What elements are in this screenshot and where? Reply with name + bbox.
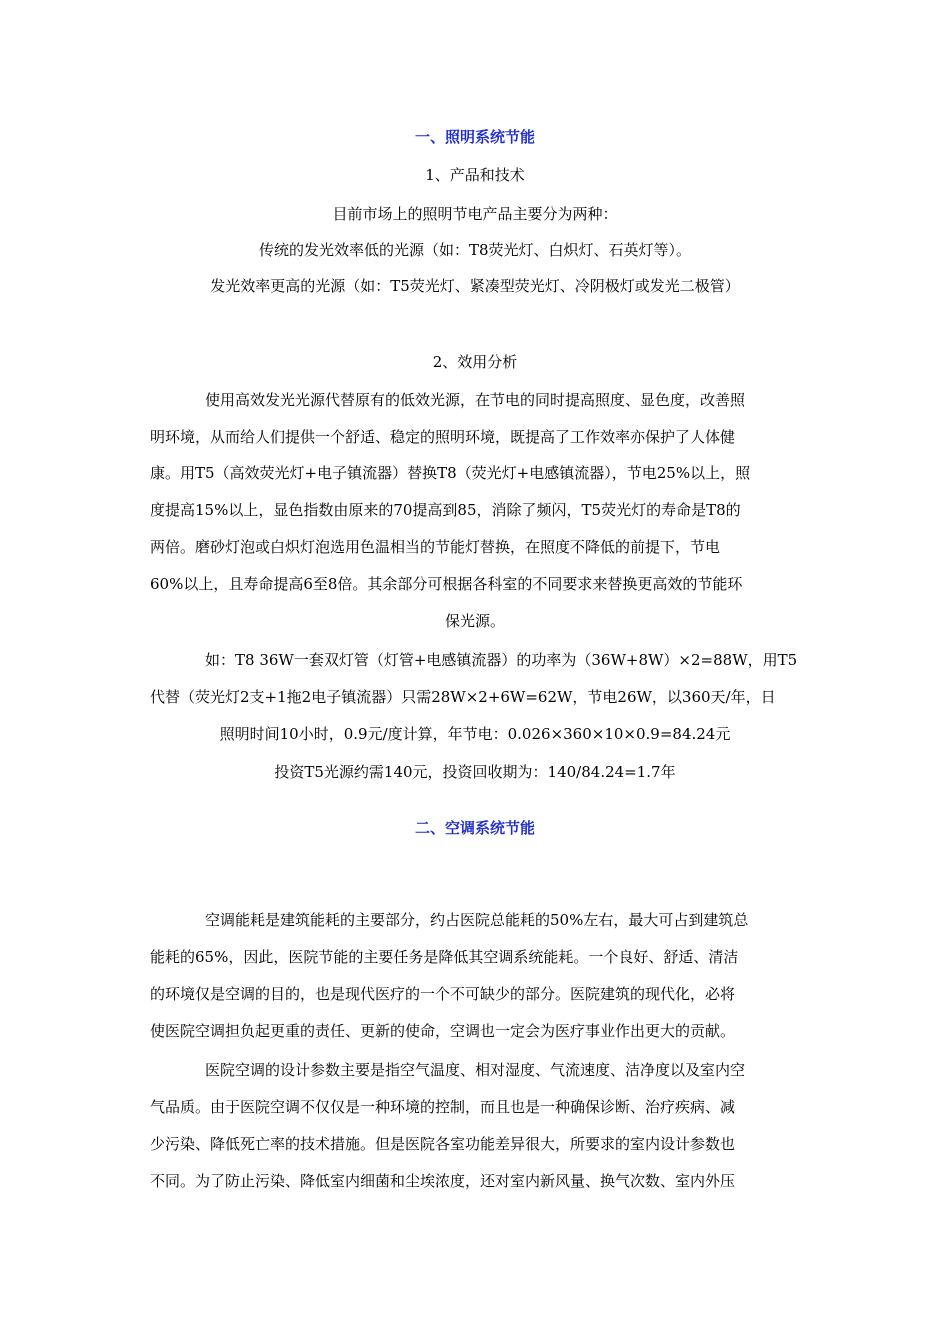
paragraph-line: 明环境，从而给人们提供一个舒适、稳定的照明环境，既提高了工作效率亦保护了人体健 — [150, 428, 736, 446]
subheading-analysis: 2、效用分析 — [432, 353, 518, 371]
paragraph-line: 60%以上，且寿命提高6至8倍。其余部分可根据各科室的不同要求来替换更高效的节能环 — [150, 575, 743, 593]
section1-heading: 一、照明系统节能 — [414, 128, 535, 146]
paragraph-line: 空调能耗是建筑能耗的主要部分，约占医院总能耗的50%左右，最大可占到建筑总 — [205, 911, 749, 929]
type2-line: 发光效率更高的光源（如：T5荧光灯、紧凑型荧光灯、冷阴极灯或发光二极管） — [210, 277, 740, 295]
paragraph-line: 使医院空调担负起更重的责任、更新的使命，空调也一定会为医疗事业作出更大的贡献。 — [150, 1022, 736, 1040]
paragraph-line: 医院空调的设计参数主要是指空气温度、相对湿度、气流速度、洁净度以及室内空 — [205, 1061, 746, 1079]
paragraph-line: 使用高效发光光源代替原有的低效光源，在节电的同时提高照度、显色度，改善照 — [205, 391, 746, 409]
paragraph-line: 能耗的65%，因此，医院节能的主要任务是降低其空调系统能耗。一个良好、舒适、清洁 — [150, 948, 739, 966]
paragraph-line: 少污染、降低死亡率的技术措施。但是医院各室功能差异很大，所要求的室内设计参数也 — [150, 1135, 736, 1153]
example-line: 投资T5光源约需140元，投资回收期为：140/84.24=1.7年 — [274, 763, 676, 781]
type1-line: 传统的发光效率低的光源（如：T8荧光灯、白炽灯、石英灯等）。 — [258, 241, 692, 259]
example-line: 如：T8 36W一套双灯管（灯管+电感镇流器）的功率为（36W+8W）×2=88W，用T5 — [205, 651, 798, 669]
section2-heading: 二、空调系统节能 — [414, 819, 535, 837]
paragraph-line: 度提高15%以上，显色指数由原来的70提高到85，消除了频闪，T5荧光灯的寿命是T8的 — [150, 501, 741, 519]
paragraph-line: 不同。为了防止污染、降低室内细菌和尘埃浓度，还对室内新风量、换气次数、室内外压 — [150, 1172, 736, 1190]
example-line: 照明时间10小时，0.9元/度计算，年节电：0.026×360×10×0.9=84.24元 — [219, 725, 731, 743]
paragraph-line: 康。用T5（高效荧光灯+电子镇流器）替换T8（荧光灯+电感镇流器），节电25%以上，照 — [150, 464, 751, 482]
subheading-products: 1、产品和技术 — [425, 166, 525, 184]
paragraph-line: 两倍。磨砂灯泡或白炽灯泡选用色温相当的节能灯替换，在照度不降低的前提下，节电 — [150, 538, 721, 556]
intro-line: 目前市场上的照明节电产品主要分为两种： — [332, 205, 618, 223]
example-line: 代替（荧光灯2支+1拖2电子镇流器）只需28W×2+6W=62W，节电26W，以360天/年，日 — [150, 688, 776, 706]
paragraph-line: 保光源。 — [444, 612, 505, 630]
paragraph-line: 气品质。由于医院空调不仅仅是一种环境的控制，而且也是一种确保诊断、治疗疾病、减 — [150, 1098, 736, 1116]
paragraph-line: 的环境仅是空调的目的，也是现代医疗的一个不可缺少的部分。医院建筑的现代化，必将 — [150, 985, 736, 1003]
